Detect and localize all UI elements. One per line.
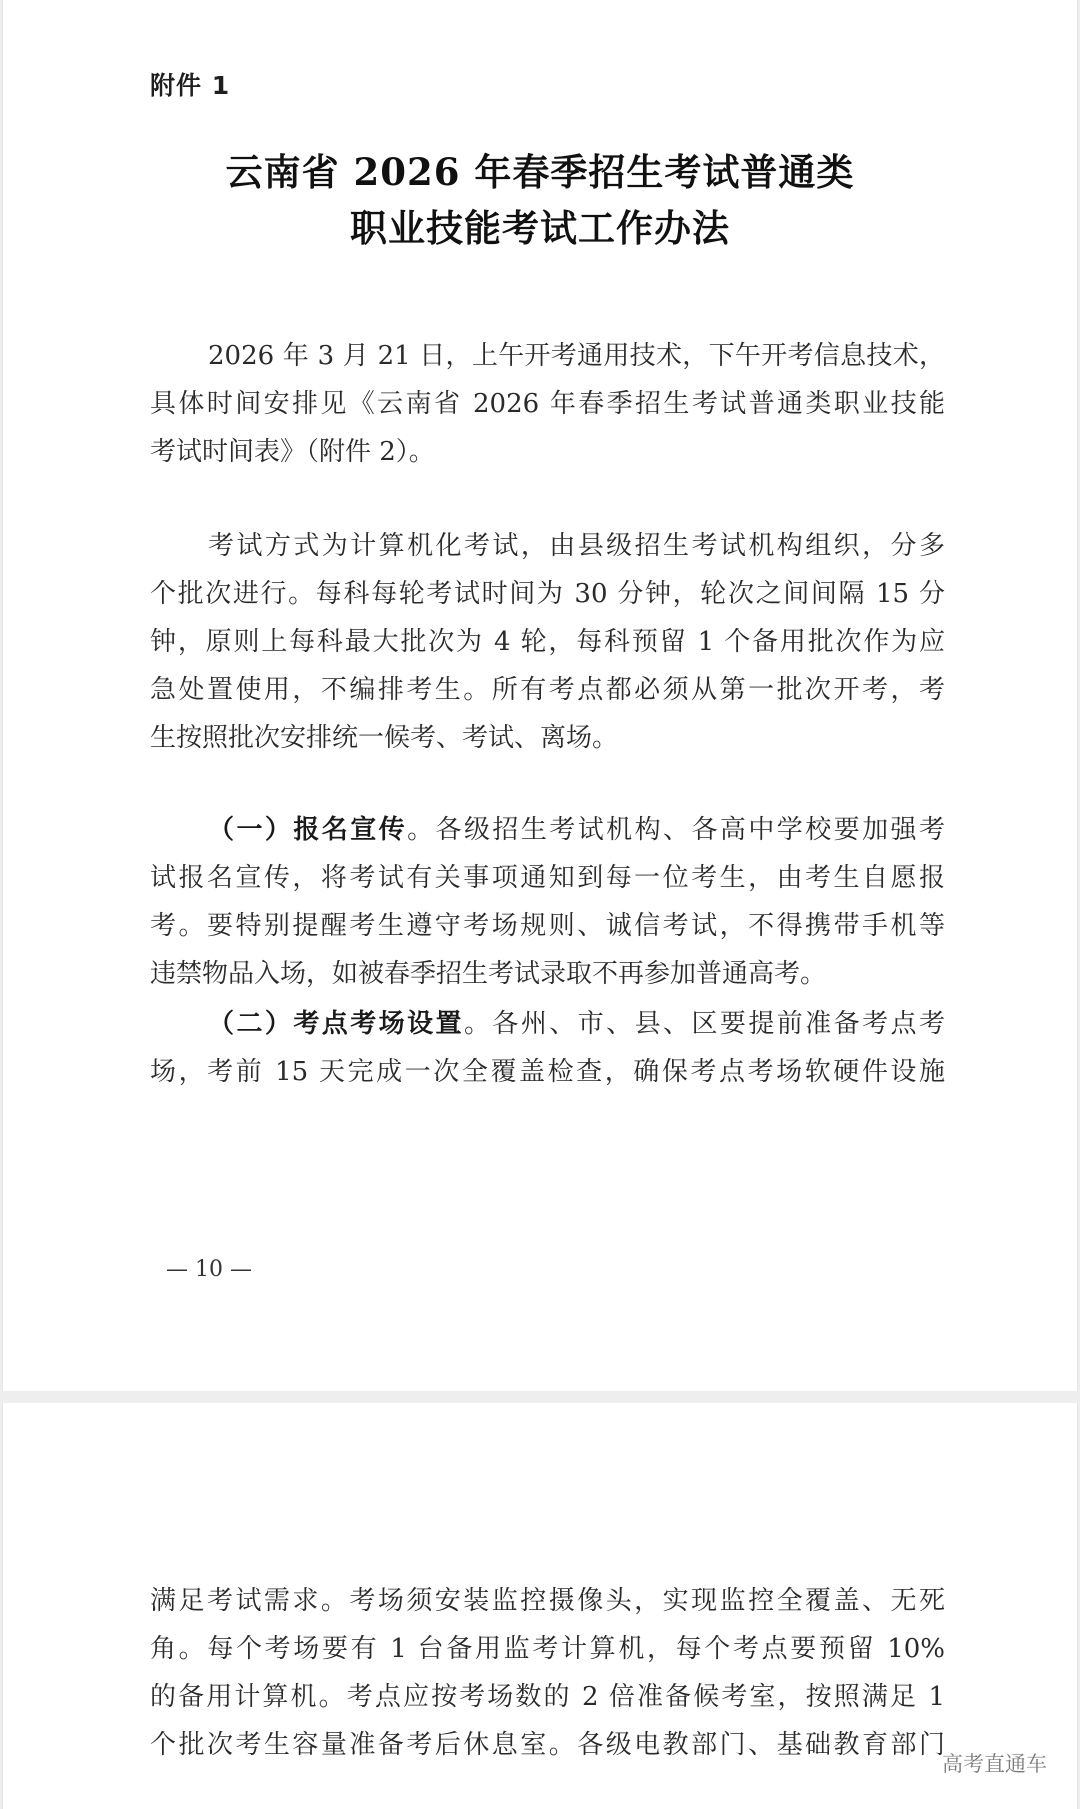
attachment-label: 附件 1 [150,71,231,100]
document-page-2 [2,1403,1078,1809]
text-line [208,1007,945,1041]
text-span: 。各级招生考试机构、各高中学校要加强考 [407,815,945,845]
document-title-line-1: 云南省 2026 年春季招生考试普通类 [225,150,855,194]
section-heading-registration: （一）报名宣传 [208,815,408,845]
document-page-1 [2,0,1078,1391]
text-line: 个批次进行。每科每轮考试时间为 30 分钟，轮次之间间隔 15 分 [150,579,945,609]
text-span: 。各州、市、县、区要提前准备考点考 [463,1009,945,1039]
text-line: 考试时间表》（附件 2）。 [150,437,435,467]
text-line: 生按照批次安排统一候考、考试、离场。 [150,723,619,753]
text-line: 满足考试需求。考场须安装监控摄像头，实现监控全覆盖、无死 [150,1586,945,1616]
text-line: 的备用计算机。考点应按考场数的 2 倍准备候考室，按照满足 1 [150,1682,945,1712]
watermark-text: 高考直通车 [942,1752,1047,1776]
text-line: 2026 年 3 月 21 日，上午开考通用技术，下午开考信息技术， [208,341,945,371]
text-line [208,813,945,847]
section-heading-exam-site: （二）考点考场设置 [208,1009,464,1039]
text-line: 违禁物品入场，如被春季招生考试录取不再参加普通高考。 [150,959,827,989]
text-line: 考试方式为计算机化考试，由县级招生考试机构组织，分多 [208,531,945,561]
text-line: 考。要特别提醒考生遵守考场规则、诚信考试，不得携带手机等 [150,911,945,941]
text-line: 试报名宣传，将考试有关事项通知到每一位考生，由考生自愿报 [150,863,945,893]
text-line: 钟，原则上每科最大批次为 4 轮，每科预留 1 个备用批次作为应 [150,627,945,657]
text-line: 急处置使用，不编排考生。所有考点都必须从第一批次开考，考 [150,675,945,705]
text-line: 场，考前 15 天完成一次全覆盖检查，确保考点考场软硬件设施 [150,1057,945,1087]
page-number: — 10 — [166,1257,252,1282]
text-line: 角。每个考场要有 1 台备用监考计算机，每个考点要预留 10% [150,1634,945,1664]
text-line: 具体时间安排见《云南省 2026 年春季招生考试普通类职业技能 [150,389,945,419]
text-line: 个批次考生容量准备考后休息室。各级电教部门、基础教育部门 [150,1730,945,1760]
document-title-line-2: 职业技能考试工作办法 [350,206,730,250]
